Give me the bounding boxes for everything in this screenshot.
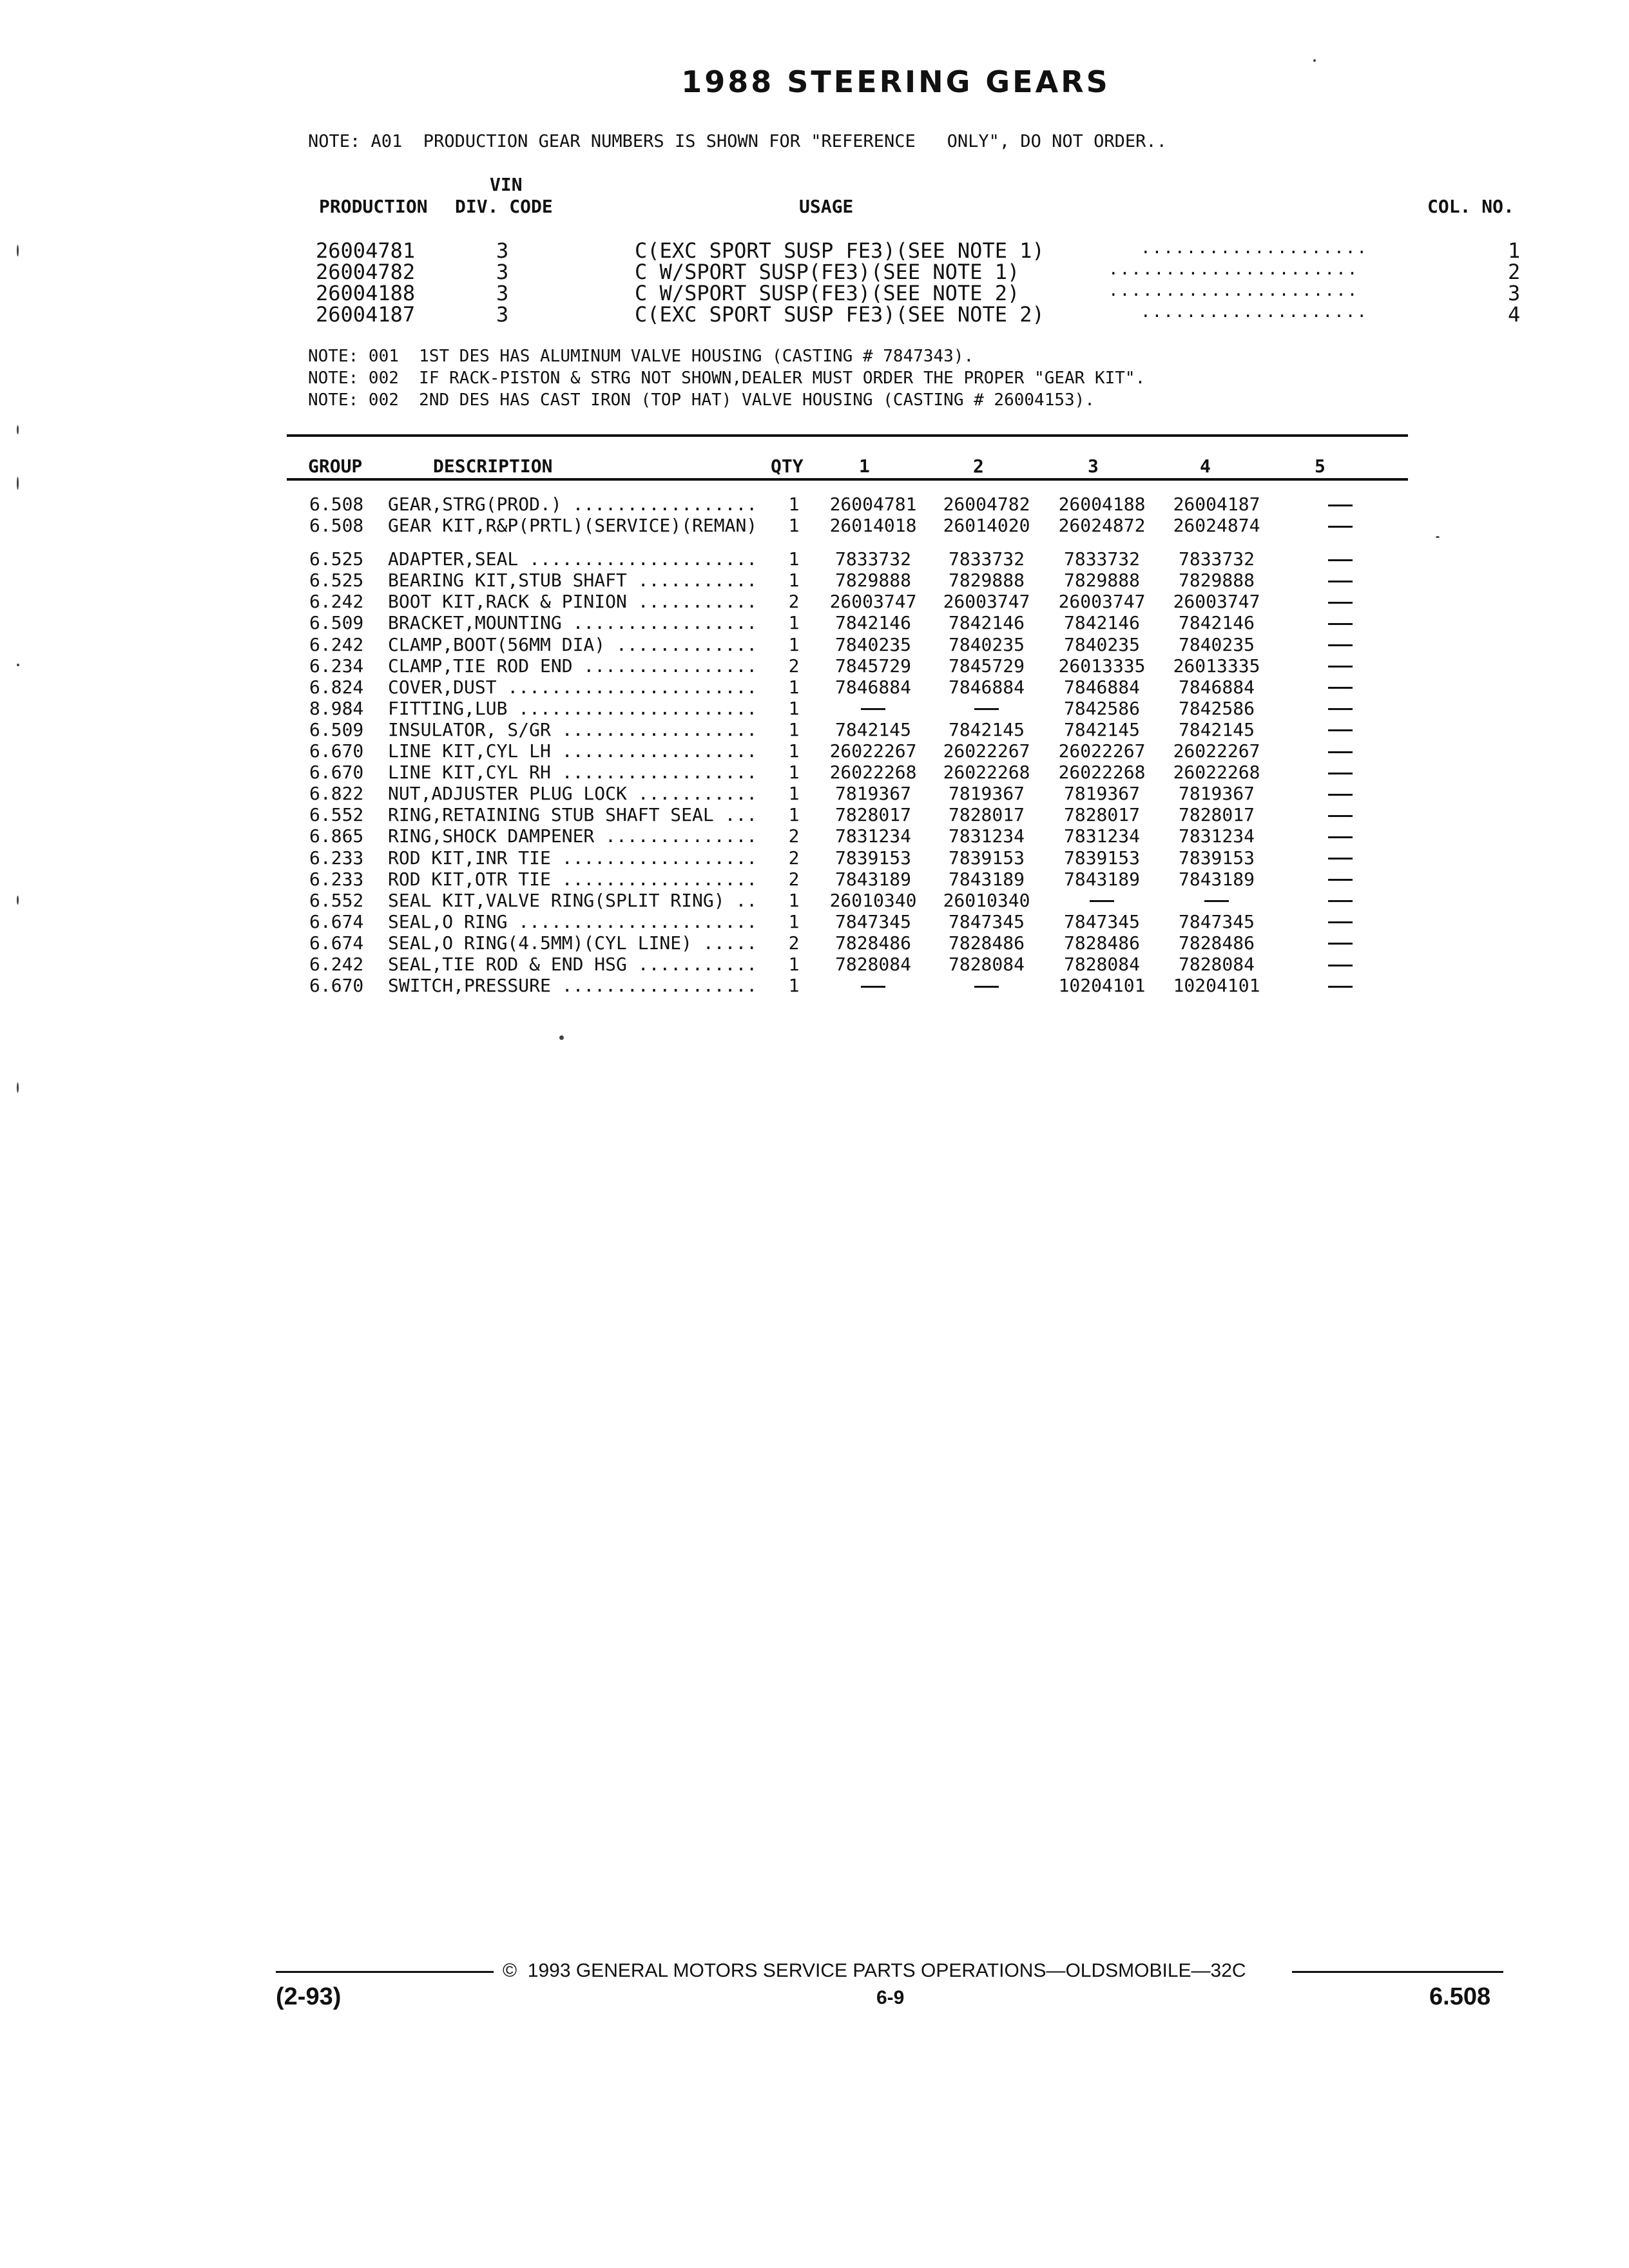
col-5-cell (1327, 591, 1353, 612)
table-row (303, 634, 1360, 655)
part-number-cell: 7846884 (1178, 676, 1255, 698)
part-number-cell: 7831234 (1178, 825, 1255, 847)
production-header: PRODUCTION (319, 196, 428, 217)
part-number-cell (1045, 890, 1159, 911)
part-number-cell: 7847345 (834, 910, 911, 932)
part-number-cell: 7833732 (834, 548, 911, 570)
col-5-cell (1327, 869, 1353, 890)
qty-cell: 2 (788, 932, 800, 954)
not-applicable-dash (1328, 943, 1353, 945)
part-number-cell: 7846884 (834, 676, 911, 698)
group-cell: 6.234 (309, 655, 364, 677)
qty-cell: 1 (788, 804, 800, 826)
table-row (303, 655, 1360, 677)
part-number-cell: 26013335 (1058, 655, 1146, 677)
qty-cell: 1 (788, 783, 800, 805)
col-5-cell (1327, 677, 1353, 698)
part-number-cell: 7829888 (948, 570, 1025, 591)
table-row (303, 783, 1360, 804)
part-number-cell: 7842586 (1178, 697, 1255, 719)
part-number-cell: 7842146 (1178, 612, 1255, 634)
table-row (303, 740, 1360, 762)
vin-header: VIN (490, 174, 523, 195)
part-number-cell: 26022268 (1173, 762, 1260, 783)
part-number-cell: 7828017 (834, 804, 911, 826)
table-row (303, 494, 1360, 515)
description-cell: GEAR,STRG(PROD.) ................. (388, 494, 758, 515)
part-number-cell: 7819367 (1063, 783, 1140, 805)
part-number-cell: 26022267 (943, 740, 1030, 762)
part-number-cell: 26003747 (829, 591, 917, 613)
col-5-cell (1327, 762, 1353, 783)
part-number-cell: 7833732 (1063, 548, 1140, 570)
qty-cell: 1 (788, 975, 800, 997)
not-applicable-dash (1328, 623, 1353, 625)
col-number: 4 (1508, 302, 1521, 327)
table-row (303, 515, 1360, 536)
group-cell: 6.242 (309, 591, 364, 613)
col-5-cell (1327, 890, 1353, 911)
part-number-cell (818, 698, 928, 719)
part-number-cell: 26022267 (1058, 740, 1146, 762)
part-number-cell: 7828084 (834, 954, 911, 975)
description-cell: BRACKET,MOUNTING ................. (388, 612, 758, 634)
description-cell: SEAL KIT,VALVE RING(SPLIT RING) .. (388, 889, 758, 911)
col-5-cell (1327, 954, 1353, 975)
col-5-cell (1327, 975, 1353, 996)
part-number-cell: 7843189 (1063, 868, 1140, 890)
part-number-cell: 7842145 (948, 718, 1025, 740)
part-number-cell: 26004781 (829, 494, 917, 515)
qty-cell: 1 (788, 612, 800, 634)
revision-date: (2-93) (276, 1983, 342, 2010)
group-cell: 6.670 (309, 975, 364, 997)
table-row (303, 932, 1360, 954)
part-number-cell: 7839153 (1063, 847, 1140, 869)
part-number-cell: 7828486 (1063, 932, 1140, 954)
part-number-cell: 7842145 (834, 718, 911, 740)
not-applicable-dash (1328, 836, 1353, 838)
part-number-cell: 26024872 (1058, 515, 1146, 537)
col-5-cell (1327, 911, 1353, 932)
table-top-rule (287, 434, 1408, 437)
table-row (303, 762, 1360, 783)
copyright-text: © 1993 GENERAL MOTORS SERVICE PARTS OPERATIONS—OLDSMOBILE—32C (503, 1960, 1246, 1981)
part-number-cell: 7833732 (1178, 548, 1255, 570)
part-number-cell: 7845729 (834, 655, 911, 677)
part-number-cell: 7828486 (834, 932, 911, 954)
group-cell: 6.233 (309, 847, 364, 869)
usage-text: C(EXC SPORT SUSP FE3)(SEE NOTE 1) (635, 238, 1045, 263)
qty-cell: 1 (788, 515, 800, 537)
not-applicable-dash (1328, 773, 1353, 774)
table-row (303, 677, 1360, 698)
description-cell: NUT,ADJUSTER PLUG LOCK ........... (388, 783, 758, 805)
qty-cell: 2 (788, 655, 800, 677)
col-5-header: 5 (1315, 456, 1325, 477)
group-cell: 6.674 (309, 932, 364, 954)
production-number: 26004782 (316, 260, 416, 284)
part-number-cell: 7828084 (948, 954, 1025, 975)
qty-cell: 1 (788, 633, 800, 655)
part-number-cell: 26003747 (943, 591, 1030, 613)
description-cell: SEAL,O RING(4.5MM)(CYL LINE) ..... (388, 932, 758, 954)
part-number-cell: 26022267 (1173, 740, 1260, 762)
group-cell: 8.984 (309, 697, 364, 719)
part-number-cell (818, 975, 928, 996)
page-title: 1988 STEERING GEARS (681, 64, 1110, 99)
group-cell: 6.233 (309, 868, 364, 890)
footnote: NOTE: 001 1ST DES HAS ALUMINUM VALVE HOUSING (CASTING # 7847343). (308, 347, 974, 366)
scan-speck (17, 896, 19, 905)
table-row (303, 890, 1360, 911)
not-applicable-dash (1328, 729, 1353, 731)
div-code: 3 (496, 281, 509, 305)
description-cell: ADAPTER,SEAL ..................... (388, 548, 758, 570)
qty-cell: 1 (788, 697, 800, 719)
not-applicable-dash (861, 708, 885, 710)
footer-rule-left (276, 1971, 494, 1973)
part-number-cell: 7840235 (948, 633, 1025, 655)
part-number-cell: 26003747 (1173, 591, 1260, 613)
col-5-cell (1327, 548, 1353, 570)
not-applicable-dash (1328, 581, 1353, 582)
description-cell: SWITCH,PRESSURE .................. (388, 975, 758, 997)
qty-cell: 1 (788, 548, 800, 570)
description-cell: CLAMP,TIE ROD END ................ (388, 655, 758, 677)
description-cell: BEARING KIT,STUB SHAFT ........... (388, 570, 758, 591)
col-5-cell (1327, 932, 1353, 954)
part-number-cell: 26022268 (829, 762, 917, 783)
part-number-cell: 7840235 (1063, 633, 1140, 655)
usage-header: USAGE (799, 196, 854, 217)
qty-cell: 1 (788, 676, 800, 698)
part-number-cell: 7842146 (1063, 612, 1140, 634)
not-applicable-dash (1328, 666, 1353, 668)
description-cell: SEAL,O RING ...................... (388, 910, 758, 932)
description-cell: ROD KIT,OTR TIE .................. (388, 868, 758, 890)
scan-speck (17, 477, 19, 490)
group-cell: 6.242 (309, 954, 364, 975)
not-applicable-dash (1328, 965, 1353, 966)
col-3-header: 3 (1088, 456, 1099, 477)
description-cell: GEAR KIT,R&P(PRTL)(SERVICE)(REMAN) (388, 515, 758, 537)
col-5-cell (1327, 825, 1353, 847)
part-number-cell (932, 698, 1041, 719)
qty-cell: 2 (788, 591, 800, 613)
description-cell: BOOT KIT,RACK & PINION ........... (388, 591, 758, 613)
group-cell: 6.824 (309, 676, 364, 698)
description-cell: FITTING,LUB ...................... (388, 697, 758, 719)
part-number-cell: 7828486 (948, 932, 1025, 954)
part-number-cell: 7842146 (948, 612, 1025, 634)
part-number-cell (932, 975, 1041, 996)
col-4-header: 4 (1200, 456, 1211, 477)
part-number-cell: 26014020 (943, 515, 1030, 537)
part-number-cell: 26004187 (1173, 494, 1260, 515)
part-number-cell: 7842145 (1063, 718, 1140, 740)
not-applicable-dash (1328, 751, 1353, 753)
description-cell: COVER,DUST ....................... (388, 676, 758, 698)
scan-speck (17, 1082, 19, 1093)
part-number-cell: 7846884 (948, 676, 1025, 698)
qty-cell: 1 (788, 718, 800, 740)
qty-cell: 1 (788, 570, 800, 591)
part-number-cell: 7831234 (1063, 825, 1140, 847)
div-code: 3 (496, 302, 509, 327)
group-cell: 6.670 (309, 740, 364, 762)
qty-cell: 1 (788, 954, 800, 975)
part-number-cell: 7828017 (948, 804, 1025, 826)
part-number-cell: 7831234 (948, 825, 1025, 847)
part-number-cell: 7843189 (834, 868, 911, 890)
description-cell: CLAMP,BOOT(56MM DIA) ............. (388, 633, 758, 655)
group-cell: 6.865 (309, 825, 364, 847)
leader-dots: ...................... (1108, 281, 1359, 300)
table-row (303, 570, 1360, 591)
description-cell: RING,SHOCK DAMPENER .............. (388, 825, 758, 847)
part-number-cell: 26014018 (829, 515, 917, 537)
group-cell: 6.508 (309, 494, 364, 515)
description-cell: ROD KIT,INR TIE .................. (388, 847, 758, 869)
part-number-cell: 7842145 (1178, 718, 1255, 740)
not-applicable-dash (974, 708, 999, 710)
table-row (303, 911, 1360, 932)
footnote: NOTE: 002 IF RACK-PISTON & STRG NOT SHOWN,DEALER MUST ORDER THE PROPER "GEAR KIT". (308, 369, 1146, 388)
col-5-cell (1327, 804, 1353, 825)
table-row (303, 591, 1360, 612)
col-5-cell (1327, 847, 1353, 869)
leader-dots: .................... (1141, 238, 1369, 258)
description-cell: LINE KIT,CYL RH .................. (388, 762, 758, 783)
group-cell: 6.509 (309, 612, 364, 634)
col-5-cell (1327, 719, 1353, 740)
part-number-cell: 7828084 (1063, 954, 1140, 975)
part-number-cell: 7847345 (948, 910, 1025, 932)
part-number-cell: 26004782 (943, 494, 1030, 515)
production-number: 26004188 (316, 281, 416, 305)
production-row (316, 238, 1527, 263)
part-number-cell: 26022267 (829, 740, 917, 762)
group-cell: 6.509 (309, 718, 364, 740)
production-row (316, 302, 1527, 327)
table-row (303, 548, 1360, 570)
production-number: 26004187 (316, 302, 416, 327)
production-row (316, 260, 1527, 284)
table-row (303, 847, 1360, 869)
part-number-cell: 7833732 (948, 548, 1025, 570)
description-cell: LINE KIT,CYL LH .................. (388, 740, 758, 762)
page-number: 6-9 (876, 1987, 905, 2008)
col-5-cell (1327, 515, 1353, 536)
description-cell: SEAL,TIE ROD & END HSG ........... (388, 954, 758, 975)
not-applicable-dash (1328, 559, 1353, 561)
col-no-header: COL. NO. (1427, 196, 1514, 217)
div-code: 3 (496, 238, 509, 263)
not-applicable-dash (861, 986, 885, 988)
description-header: DESCRIPTION (433, 456, 553, 477)
part-number-cell: 7839153 (948, 847, 1025, 869)
not-applicable-dash (1328, 858, 1353, 860)
description-cell: RING,RETAINING STUB SHAFT SEAL ... (388, 804, 758, 826)
not-applicable-dash (1328, 526, 1353, 528)
qty-cell: 2 (788, 868, 800, 890)
not-applicable-dash (1328, 708, 1353, 710)
not-applicable-dash (1328, 879, 1353, 881)
col-number: 3 (1508, 281, 1521, 305)
col-5-cell (1327, 783, 1353, 804)
usage-text: C W/SPORT SUSP(FE3)(SEE NOTE 1) (635, 260, 1020, 284)
description-cell: INSULATOR, S/GR .................. (388, 718, 758, 740)
not-applicable-dash (1328, 900, 1353, 902)
footnote: NOTE: 002 2ND DES HAS CAST IRON (TOP HAT) VALVE HOUSING (CASTING # 26004153). (308, 390, 1095, 410)
qty-cell: 1 (788, 889, 800, 911)
reference-note: NOTE: A01 PRODUCTION GEAR NUMBERS IS SHOWN FOR "REFERENCE ONLY", DO NOT ORDER.. (308, 131, 1167, 151)
part-number-cell: 7819367 (948, 783, 1025, 805)
part-number-cell: 7828084 (1178, 954, 1255, 975)
not-applicable-dash (1204, 900, 1229, 902)
not-applicable-dash (1328, 921, 1353, 923)
col-5-cell (1327, 740, 1353, 762)
table-header-rule (287, 478, 1408, 481)
part-number-cell: 7819367 (834, 783, 911, 805)
part-number-cell: 26024874 (1173, 515, 1260, 537)
part-number-cell: 7828486 (1178, 932, 1255, 954)
group-header: GROUP (308, 456, 363, 477)
part-number-cell: 7846884 (1063, 676, 1140, 698)
part-number-cell: 26022268 (943, 762, 1030, 783)
scan-speck (1436, 536, 1440, 538)
table-row (303, 612, 1360, 633)
leader-dots: ...................... (1108, 260, 1359, 279)
part-number-cell: 7843189 (1178, 868, 1255, 890)
scan-speck (1313, 59, 1316, 62)
part-number-cell: 7828017 (1063, 804, 1140, 826)
not-applicable-dash (1328, 815, 1353, 817)
part-number-cell: 7842146 (834, 612, 911, 634)
leader-dots: .................... (1141, 302, 1369, 322)
table-row (303, 698, 1360, 719)
group-cell: 6.670 (309, 762, 364, 783)
usage-text: C W/SPORT SUSP(FE3)(SEE NOTE 2) (635, 281, 1020, 305)
col-5-cell (1327, 494, 1353, 515)
usage-text: C(EXC SPORT SUSP FE3)(SEE NOTE 2) (635, 302, 1045, 327)
col-1-header: 1 (859, 456, 870, 477)
part-number-cell: 10204101 (1058, 975, 1146, 997)
col-number: 1 (1508, 238, 1521, 263)
col-2-header: 2 (973, 456, 984, 477)
qty-cell: 2 (788, 847, 800, 869)
table-row (303, 954, 1360, 975)
part-number-cell: 7843189 (948, 868, 1025, 890)
not-applicable-dash (1328, 794, 1353, 796)
part-number-cell: 26010340 (829, 889, 917, 911)
div-code-header: DIV. CODE (455, 196, 553, 217)
group-cell: 6.552 (309, 889, 364, 911)
part-number-cell: 7840235 (834, 633, 911, 655)
part-number-cell: 7840235 (1178, 633, 1255, 655)
qty-header: QTY (771, 456, 804, 477)
footer-rule-right (1292, 1971, 1503, 1973)
not-applicable-dash (974, 986, 999, 988)
col-5-cell (1327, 570, 1353, 591)
part-number-cell: 7842586 (1063, 697, 1140, 719)
part-number-cell (1160, 890, 1273, 911)
scan-speck (17, 245, 19, 256)
part-number-cell: 26010340 (943, 889, 1030, 911)
part-number-cell: 26003747 (1058, 591, 1146, 613)
table-row (303, 975, 1360, 996)
scan-speck (559, 1035, 564, 1040)
col-number: 2 (1508, 260, 1521, 284)
part-number-cell: 7829888 (834, 570, 911, 591)
not-applicable-dash (1090, 900, 1114, 902)
not-applicable-dash (1328, 986, 1353, 988)
group-cell: 6.674 (309, 910, 364, 932)
part-number-cell: 7819367 (1178, 783, 1255, 805)
part-number-cell: 7847345 (1178, 910, 1255, 932)
table-row (303, 825, 1360, 847)
div-code: 3 (496, 260, 509, 284)
part-number-cell: 7839153 (834, 847, 911, 869)
col-5-cell (1327, 634, 1353, 655)
qty-cell: 2 (788, 825, 800, 847)
table-row (303, 869, 1360, 890)
group-cell: 6.822 (309, 783, 364, 805)
group-cell: 6.242 (309, 633, 364, 655)
qty-cell: 1 (788, 910, 800, 932)
part-number-cell: 7847345 (1063, 910, 1140, 932)
group-cell: 6.508 (309, 515, 364, 537)
not-applicable-dash (1328, 687, 1353, 689)
table-row (303, 719, 1360, 740)
scan-speck (17, 425, 19, 434)
production-row (316, 281, 1527, 305)
part-number-cell: 7828017 (1178, 804, 1255, 826)
part-number-cell: 26022268 (1058, 762, 1146, 783)
group-cell: 6.525 (309, 548, 364, 570)
qty-cell: 1 (788, 740, 800, 762)
group-cell: 6.552 (309, 804, 364, 826)
col-5-cell (1327, 612, 1353, 633)
part-number-cell: 10204101 (1173, 975, 1260, 997)
table-row (303, 804, 1360, 825)
scan-speck (17, 664, 19, 666)
not-applicable-dash (1328, 644, 1353, 646)
col-5-cell (1327, 655, 1353, 677)
part-number-cell: 7829888 (1063, 570, 1140, 591)
part-number-cell: 26013335 (1173, 655, 1260, 677)
not-applicable-dash (1328, 505, 1353, 506)
part-number-cell: 7845729 (948, 655, 1025, 677)
production-number: 26004781 (316, 238, 416, 263)
qty-cell: 1 (788, 762, 800, 783)
part-number-cell: 7829888 (1178, 570, 1255, 591)
qty-cell: 1 (788, 494, 800, 515)
not-applicable-dash (1328, 602, 1353, 604)
col-5-cell (1327, 698, 1353, 719)
group-cell: 6.525 (309, 570, 364, 591)
part-number-cell: 26004188 (1058, 494, 1146, 515)
part-number-cell: 7831234 (834, 825, 911, 847)
part-number-cell: 7839153 (1178, 847, 1255, 869)
section-number: 6.508 (1429, 1983, 1491, 2010)
